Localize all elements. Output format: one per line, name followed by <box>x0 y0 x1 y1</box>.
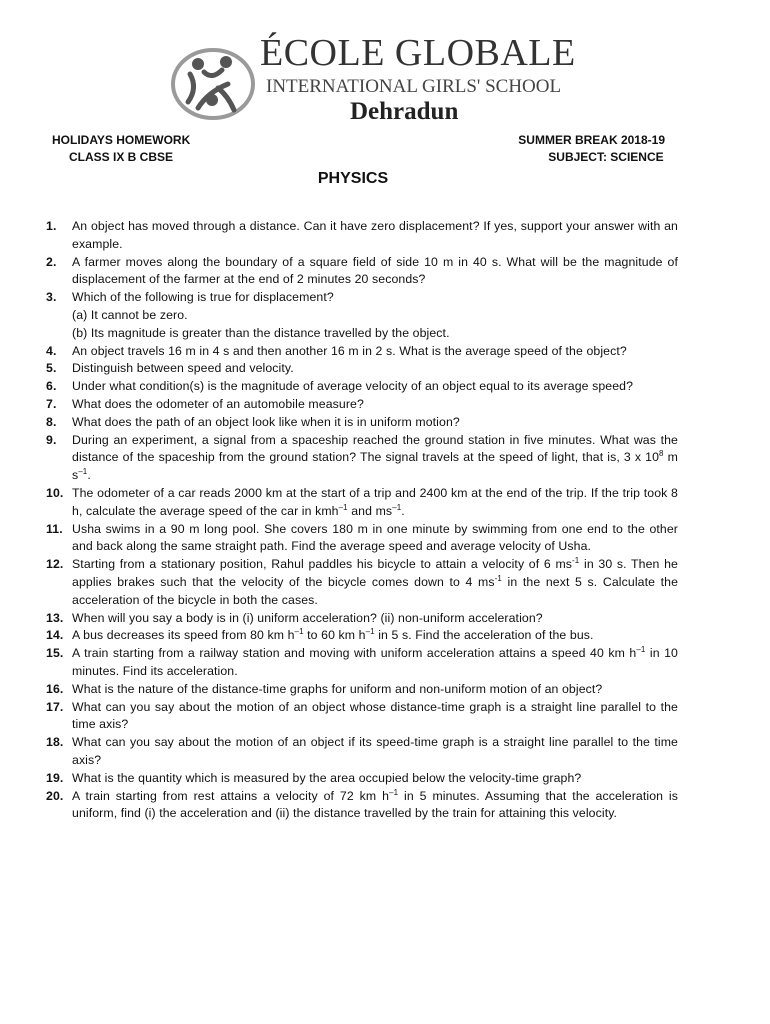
question-item <box>46 627 678 645</box>
question-number: 18. <box>46 735 64 750</box>
question-item <box>46 788 678 824</box>
question-text: What can you say about the motion of an object whose distance-time graph is a straight line parallel to the time axis? <box>72 699 678 732</box>
question-number: 11. <box>46 521 63 536</box>
question-number: 12. <box>46 557 64 572</box>
question-text: A train starting from rest attains a velocity of 72 km $h^{-1}$ in 5 minutes. Assuming that the acceleration is uniform, find (i) the acceleration and (ii) the distance travelled by the train for attaining this velocity. <box>72 787 679 821</box>
question-text: During an experiment, a signal from a spaceship reached the ground station in five minutes. What was the distance of the spaceship from the ground station? The signal travels at the speed of light, that is, 3 x $10^8$ m $s^{-1}$. <box>72 432 678 483</box>
question-text: What is the quantity which is measured by the area occupied below the velocity-time graph? <box>72 770 582 785</box>
question-text: Starting from a stationary position, Rahul paddles his bicycle to attain a velocity of 6 $ms^{-1}$ in 30 s. Then he applies brakes such that the velocity of the bicycle comes down to 4 $ms^{-1}$ in the next 5 s. Calculate the acceleration of the bicycle in both the cases. <box>72 556 679 607</box>
question-item <box>46 521 678 557</box>
question-item <box>46 556 678 609</box>
question-item <box>46 343 678 361</box>
question-text: Distinguish between speed and velocity. <box>72 361 294 376</box>
page-title: PHYSICS <box>317 170 389 187</box>
question-text: An object has moved through a distance. Can it have zero displacement? If yes, support your answer with an example. <box>72 219 678 251</box>
question-number: 3. <box>46 290 57 305</box>
question-number: 14. <box>46 628 64 643</box>
school-header <box>168 30 576 130</box>
question-item <box>46 254 678 290</box>
question-item <box>46 396 678 414</box>
question-text: The odometer of a car reads 2000 km at the start of a trip and 2400 km at the end of the trip. If the trip took 8 h, calculate the average speed of the car in kmh$^{-1}$ and $ms^{-1}$. <box>72 485 678 518</box>
school-logo-icon <box>168 44 258 124</box>
question-item <box>46 770 678 788</box>
question-number: 1. <box>46 219 57 233</box>
question-number: 19. <box>46 770 64 785</box>
question-item <box>46 378 678 396</box>
question-number: 15. <box>46 646 64 661</box>
question-number: 9. <box>46 432 57 447</box>
homework-meta-right <box>518 132 665 166</box>
question-number: 17. <box>46 699 64 714</box>
question-number: 2. <box>46 254 57 269</box>
question-item <box>46 289 678 342</box>
question-list <box>46 218 678 823</box>
term-label: SUMMER BREAK 2018-19 <box>518 133 665 147</box>
question-number: 6. <box>46 379 57 394</box>
question-text: An object travels 16 m in 4 s and then another 16 m in 2 s. What is the average speed of the object? <box>72 343 627 358</box>
question-item <box>46 681 678 699</box>
question-item <box>46 414 678 432</box>
question-item <box>46 485 678 521</box>
question-number: 20. <box>46 788 64 803</box>
class-label: CLASS IX B CBSE <box>69 150 174 164</box>
question-item <box>46 734 678 770</box>
question-number: 13. <box>46 610 64 625</box>
question-item <box>46 218 678 254</box>
homework-label: HOLIDAYS HOMEWORK <box>52 133 191 147</box>
question-text: A bus decreases its speed from 80 km $h^{-1}$ to 60 km $h^{-1}$ in 5 s. Find the acceleration of the bus. <box>72 627 594 643</box>
question-text: When will you say a body is in (i) uniform acceleration? (ii) non-uniform acceleration? <box>72 610 543 625</box>
question-number: 4. <box>46 343 57 358</box>
question-item <box>46 610 678 628</box>
question-text: What does the odometer of an automobile measure? <box>72 396 364 411</box>
question-text: Which of the following is true for displacement? (a) It cannot be zero. (b) Its magnitude is greater than the distance travelled by the object. <box>72 290 450 340</box>
question-item <box>46 645 678 681</box>
homework-meta-left <box>52 132 190 166</box>
question-item <box>46 432 678 485</box>
question-item <box>46 360 678 378</box>
question-text: What can you say about the motion of an object if its speed-time graph is a straight line parallel to the time axis? <box>72 735 678 767</box>
question-text: Under what condition(s) is the magnitude of average velocity of an object equal to its average speed? <box>72 379 634 394</box>
question-number: 7. <box>46 396 57 411</box>
question-text: What is the nature of the distance-time graphs for uniform and non-uniform motion of an object? <box>72 681 603 696</box>
question-number: 8. <box>46 414 57 429</box>
question-item <box>46 699 678 735</box>
school-subtitle: INTERNATIONAL GIRLS' SCHOOL <box>266 76 562 97</box>
question-number: 5. <box>46 361 57 376</box>
question-text: What does the path of an object look like when it is in uniform motion? <box>72 414 460 429</box>
question-text: Usha swims in a 90 m long pool. She covers 180 m in one minute by swimming from one end to the other and back along the same straight path. Find the average speed and average velocity of Usha. <box>72 521 678 554</box>
school-name: ÉCOLE GLOBALE <box>260 32 576 74</box>
question-number: 10. <box>46 485 64 500</box>
question-text: A train starting from a railway station and moving with uniform acceleration attains a speed 40 km $h^{-1}$ in 10 minutes. Find its acceleration. <box>72 645 678 678</box>
subject-label: SUBJECT: SCIENCE <box>548 150 664 164</box>
school-city: Dehradun <box>350 98 459 125</box>
question-text: A farmer moves along the boundary of a square field of side 10 m in 40 s. What will be the magnitude of displacement of the farmer at the end of 2 minutes 20 seconds? <box>72 254 678 287</box>
question-number: 16. <box>46 681 64 696</box>
